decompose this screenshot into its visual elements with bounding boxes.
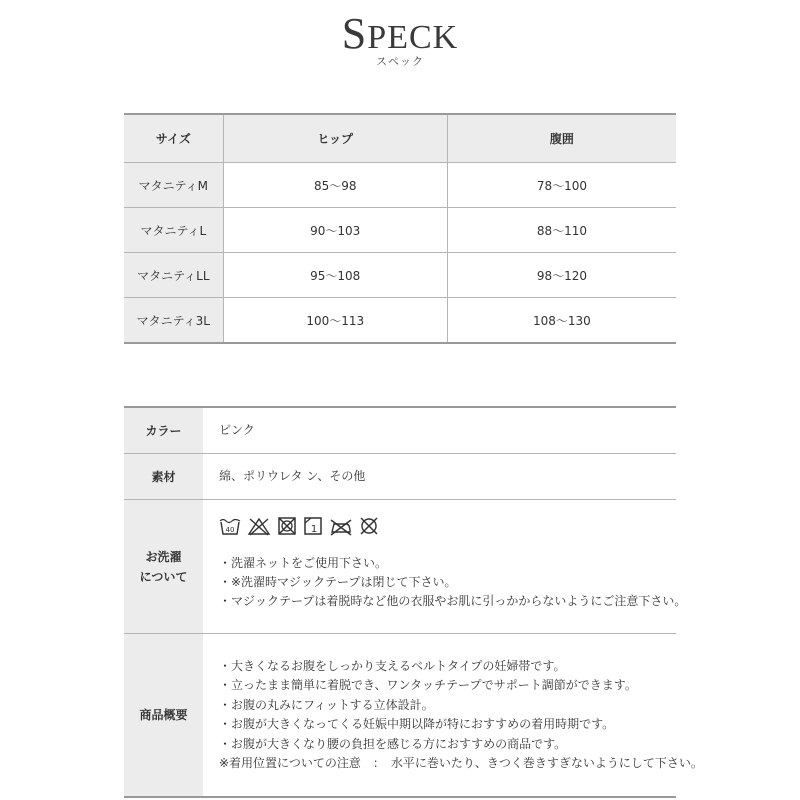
waist-value: 98～120 [447, 253, 676, 298]
color-value: ピンク [219, 423, 255, 437]
overview-label: 商品概要 [124, 634, 203, 796]
page-title: SPECK [341, 9, 459, 58]
waist-value: 108～130 [447, 298, 676, 344]
no-tumble-dry-icon [277, 516, 297, 536]
overview-item: ・立ったまま簡単に着脱でき、ワンタッチテープでサポート調節ができます。 [219, 678, 637, 692]
hip-value: 85～98 [223, 163, 447, 208]
washing-label: お洗濯 について [124, 500, 203, 633]
no-dry-clean-icon [359, 516, 379, 536]
care-note: ・洗濯ネットをご使用下さい。 [219, 556, 388, 570]
overview-item: ・お腹が大きくなり腰の負担を感じる方におすすめの商品です。 [219, 736, 567, 751]
no-iron-icon [329, 516, 353, 536]
table-row [124, 298, 676, 344]
size-table-header-row [124, 114, 676, 163]
waist-value: 78～100 [447, 163, 676, 208]
spec-row-washing [124, 500, 687, 634]
no-bleach-icon [247, 516, 271, 536]
size-name: マタニティM [124, 163, 223, 208]
overview-item: ・お腹の丸みにフィットする立体設計。 [219, 697, 434, 712]
header-hip: ヒップ [223, 114, 447, 163]
header-size: サイズ [124, 114, 223, 163]
material-value: 綿、ポリウレタ ン、その他 [219, 469, 366, 483]
hip-value: 95～108 [223, 253, 447, 298]
size-name: マタニティL [124, 208, 223, 253]
line-dry-shade-icon [303, 516, 323, 536]
spec-row-color [124, 408, 676, 454]
hip-value: 90～103 [223, 208, 447, 253]
hip-value: 100～113 [223, 298, 447, 344]
spec-table [124, 406, 703, 798]
size-table [124, 113, 676, 344]
spec-row-material [124, 454, 676, 500]
spec-row-overview [124, 634, 703, 796]
size-name: マタニティ3L [124, 298, 223, 344]
table-row [124, 208, 676, 253]
material-label: 素材 [124, 454, 203, 499]
svg-text:40: 40 [225, 526, 235, 534]
care-note: ・マジックテープは着脱時など他の衣服やお肌に引っかからないようにご注意下さい。 [219, 594, 687, 608]
page-subtitle: スペック [376, 55, 424, 68]
waist-value: 88～110 [447, 208, 676, 253]
overview-item: ・大きくなるお腹をしっかり支えるベルトタイプの妊婦帯です。 [219, 658, 566, 673]
table-row [124, 163, 676, 208]
overview-item: ・お腹が大きくなってくる妊娠中期以降が特におすすめの着用時期です。 [219, 717, 615, 731]
color-label: カラー [124, 408, 203, 453]
overview-item: ※着用位置についての注意 ： 水平に巻いたり、きつく巻きすぎないようにして下さい。 [219, 756, 703, 770]
svg-text:1: 1 [310, 524, 318, 535]
care-icons [219, 516, 686, 536]
header-waist: 腹囲 [447, 114, 676, 163]
table-row [124, 253, 676, 298]
size-name: マタニティLL [124, 253, 223, 298]
care-note: ・※洗濯時マジックテープは閉じて下さい。 [219, 575, 457, 589]
wash-40-icon [219, 516, 241, 536]
